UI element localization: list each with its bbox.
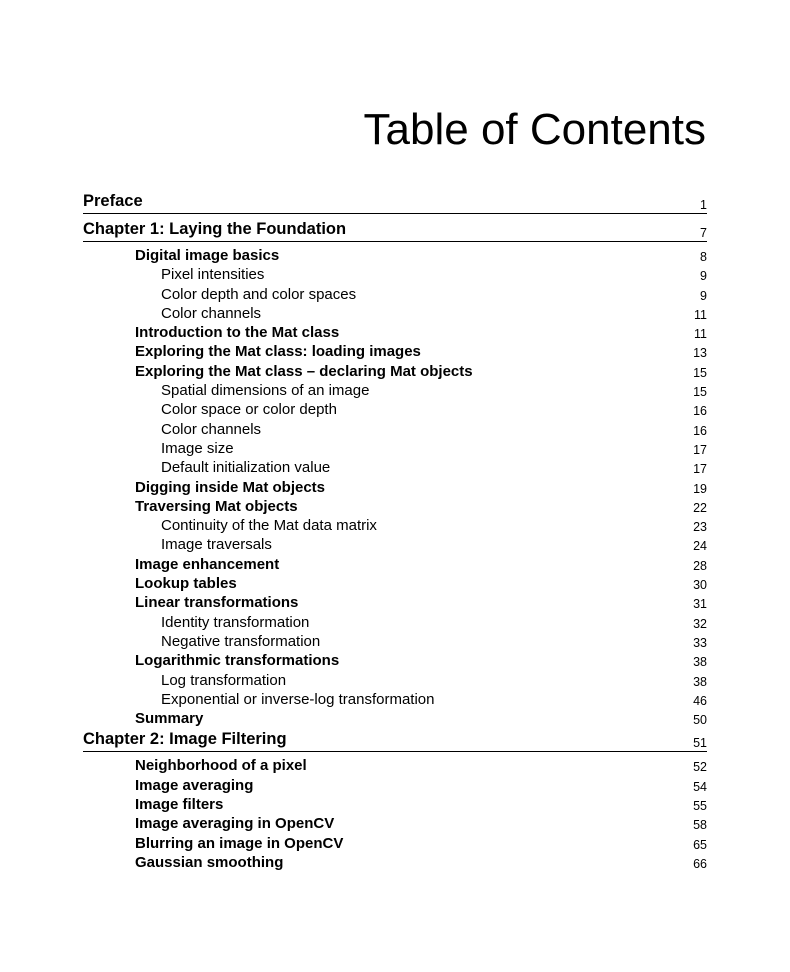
toc-entry-page-number: 8 xyxy=(700,250,707,264)
toc-entry-label: Chapter 2: Image Filtering xyxy=(83,730,287,749)
toc-entry-section[interactable] xyxy=(83,776,707,795)
toc-entry-subsection[interactable] xyxy=(83,458,707,477)
toc-entry-subsection[interactable] xyxy=(83,420,707,439)
toc-entry-label: Image size xyxy=(161,439,234,457)
toc-entry-label: Color channels xyxy=(161,420,262,438)
toc-entry-label: Color space or color depth xyxy=(161,401,337,419)
toc-entry-page-number: 30 xyxy=(693,578,707,593)
toc-entry-label: Pixel intensities xyxy=(161,266,265,284)
toc-entry-page-number: 9 xyxy=(700,288,707,303)
toc-entry-page-number: 66 xyxy=(693,856,707,871)
toc-entry-subsection[interactable] xyxy=(83,304,707,323)
toc-entry-label: Identity transformation xyxy=(161,613,310,631)
toc-entry-page-number: 13 xyxy=(693,346,707,361)
table-of-contents xyxy=(83,190,707,872)
toc-entry-label: Image averaging in OpenCV xyxy=(135,815,335,833)
toc-entry-section[interactable] xyxy=(83,497,707,516)
toc-entry-page-number: 22 xyxy=(693,500,707,515)
toc-entry-label: Color channels xyxy=(161,304,262,322)
toc-entry-subsection[interactable] xyxy=(83,613,707,632)
toc-entry-subsection[interactable] xyxy=(83,285,707,304)
toc-entry-page-number: 1 xyxy=(700,198,707,212)
toc-entry-page-number: 65 xyxy=(693,837,707,852)
toc-entry-page-number: 38 xyxy=(693,674,707,689)
toc-entry-label: Exploring the Mat class – declaring Mat objects xyxy=(135,362,473,380)
toc-entry-subsection[interactable] xyxy=(83,632,707,651)
toc-entry-label: Image filters xyxy=(135,796,224,814)
toc-entry-section[interactable] xyxy=(83,834,707,853)
toc-entry-page-number: 15 xyxy=(693,385,707,400)
toc-entry-label: Color depth and color spaces xyxy=(161,285,357,303)
toc-entry-section[interactable] xyxy=(83,814,707,833)
toc-entry-label: Continuity of the Mat data matrix xyxy=(161,517,377,535)
toc-entry-page-number: 11 xyxy=(694,327,707,342)
toc-entry-label: Spatial dimensions of an image xyxy=(161,382,370,400)
toc-entry-page-number: 46 xyxy=(693,693,707,708)
toc-entry-page-number: 19 xyxy=(693,481,707,496)
toc-entry-label: Exponential or inverse-log transformation xyxy=(161,690,435,708)
toc-entry-label: Linear transformations xyxy=(135,594,299,612)
toc-entry-chapter[interactable] xyxy=(83,218,707,242)
toc-entry-page-number: 54 xyxy=(693,779,707,794)
toc-entry-page-number: 58 xyxy=(693,818,707,833)
toc-entry-label: Image traversals xyxy=(161,536,272,554)
toc-entry-label: Image enhancement xyxy=(135,555,280,573)
toc-entry-label: Digital image basics xyxy=(135,247,280,264)
toc-entry-page-number: 7 xyxy=(700,226,707,240)
toc-entry-page-number: 23 xyxy=(693,520,707,535)
toc-entry-section[interactable] xyxy=(83,651,707,670)
toc-entry-subsection[interactable] xyxy=(83,439,707,458)
toc-entry-page-number: 17 xyxy=(693,462,707,477)
toc-entry-label: Default initialization value xyxy=(161,459,331,477)
toc-entry-page-number: 28 xyxy=(693,558,707,573)
toc-entry-page-number: 24 xyxy=(693,539,707,554)
toc-entry-page-number: 15 xyxy=(693,365,707,380)
toc-entry-section[interactable] xyxy=(83,246,707,265)
toc-entry-section[interactable] xyxy=(83,853,707,872)
toc-entry-subsection[interactable] xyxy=(83,671,707,690)
toc-entry-section[interactable] xyxy=(83,756,707,775)
toc-entry-label: Logarithmic transformations xyxy=(135,652,340,670)
toc-entry-subsection[interactable] xyxy=(83,400,707,419)
toc-entry-page-number: 33 xyxy=(693,635,707,650)
toc-entry-label: Lookup tables xyxy=(135,575,237,593)
toc-entry-label: Digging inside Mat objects xyxy=(135,478,326,496)
toc-entry-page-number: 52 xyxy=(693,760,707,775)
toc-entry-label: Traversing Mat objects xyxy=(135,497,298,515)
toc-entry-label: Neighborhood of a pixel xyxy=(135,757,307,775)
toc-entry-page-number: 16 xyxy=(693,423,707,438)
toc-entry-section[interactable] xyxy=(83,593,707,612)
toc-entry-subsection[interactable] xyxy=(83,265,707,284)
toc-entry-section[interactable] xyxy=(83,323,707,342)
toc-entry-page-number: 9 xyxy=(700,269,707,284)
toc-entry-label: Summary xyxy=(135,710,204,728)
toc-entry-page-number: 50 xyxy=(693,713,707,728)
toc-entry-section[interactable] xyxy=(83,362,707,381)
toc-entry-label: Log transformation xyxy=(161,671,287,689)
toc-entry-section[interactable] xyxy=(83,574,707,593)
toc-entry-label: Introduction to the Mat class xyxy=(135,324,340,342)
toc-entry-page-number: 51 xyxy=(693,736,707,751)
toc-entry-page-number: 55 xyxy=(693,799,707,814)
toc-entry-label: Image averaging xyxy=(135,776,254,794)
toc-entry-label: Negative transformation xyxy=(161,632,321,650)
toc-entry-section[interactable] xyxy=(83,709,707,728)
toc-entry-page-number: 17 xyxy=(693,442,707,457)
toc-entry-section[interactable] xyxy=(83,795,707,814)
toc-entry-chapter[interactable] xyxy=(83,728,707,752)
toc-entry-subsection[interactable] xyxy=(83,381,707,400)
page-title: Table of Contents xyxy=(363,105,706,154)
toc-entry-subsection[interactable] xyxy=(83,516,707,535)
toc-entry-label: Chapter 1: Laying the Foundation xyxy=(83,220,347,238)
toc-entry-label: Exploring the Mat class: loading images xyxy=(135,343,421,361)
toc-entry-page-number: 32 xyxy=(693,616,707,631)
toc-entry-label: Blurring an image in OpenCV xyxy=(135,834,344,852)
toc-entry-page-number: 11 xyxy=(694,307,707,322)
toc-entry-subsection[interactable] xyxy=(83,535,707,554)
toc-entry-chapter[interactable] xyxy=(83,190,707,214)
toc-entry-section[interactable] xyxy=(83,555,707,574)
toc-entry-label: Preface xyxy=(83,192,143,210)
toc-entry-page-number: 16 xyxy=(693,404,707,419)
toc-entry-label: Gaussian smoothing xyxy=(135,853,284,871)
toc-entry-section[interactable] xyxy=(83,342,707,361)
toc-entry-subsection[interactable] xyxy=(83,690,707,709)
toc-entry-page-number: 31 xyxy=(693,597,707,612)
toc-entry-page-number: 38 xyxy=(693,655,707,670)
toc-entry-section[interactable] xyxy=(83,478,707,497)
